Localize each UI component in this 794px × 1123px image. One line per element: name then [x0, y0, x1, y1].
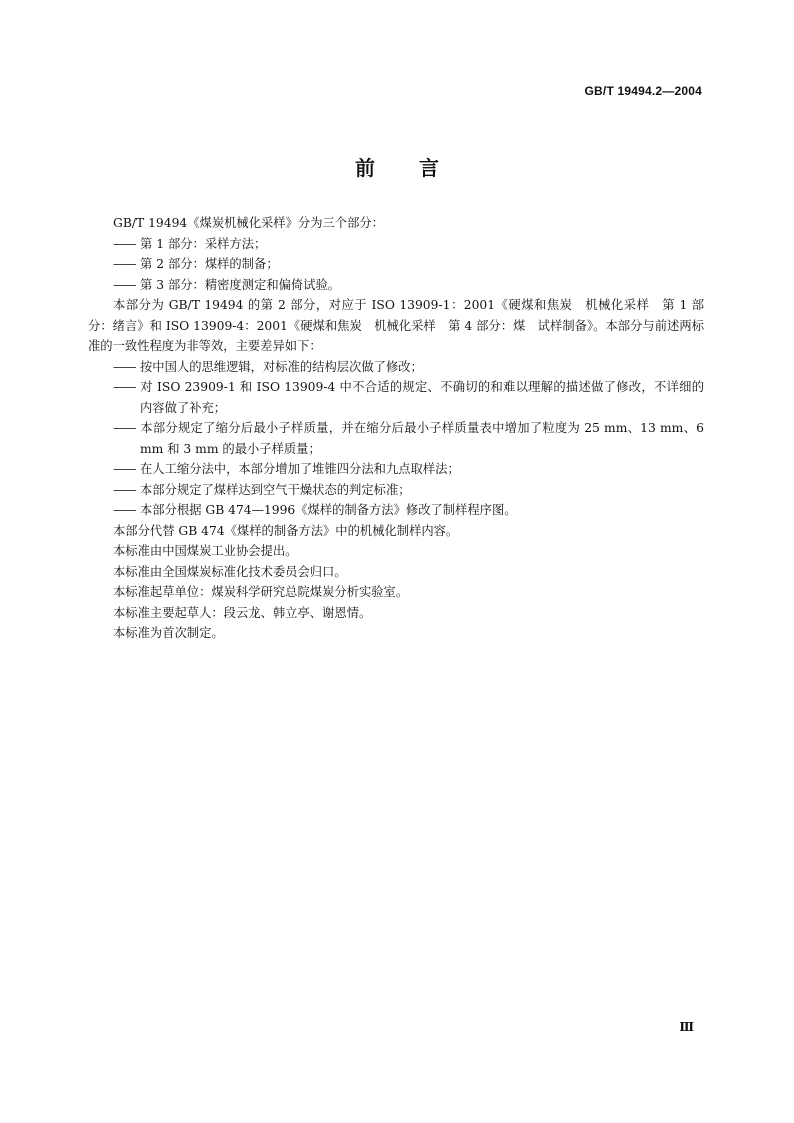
foreword-body [88, 213, 704, 644]
dash-marker: —— [113, 482, 136, 497]
difference-item-2 [88, 377, 704, 418]
dash-marker: —— [113, 380, 136, 394]
list-item-text: 第 2 部分：煤样的制备； [140, 257, 279, 271]
statement-committee: 本标准由全国煤炭标准化技术委员会归口。 [113, 564, 347, 579]
dash-marker: —— [113, 359, 136, 374]
dash-marker: —— [113, 236, 136, 251]
standard-code: GB/T 19494.2—2004 [584, 84, 702, 98]
page-title [0, 152, 794, 181]
list-item-text: 对 ISO 23909-1 和 ISO 13909-4 中不合适的规定、不确切的和难以理解的描述做了修改，不详细的内容做了补充； [140, 380, 704, 415]
statement-drafting-unit: 本标准起草单位：煤炭科学研究总院煤炭分析实验室。 [113, 585, 409, 599]
dash-marker: —— [113, 257, 136, 271]
list-item-text: 第 1 部分：采样方法； [140, 236, 267, 251]
title-char-2: 言 [419, 156, 439, 180]
difference-item-3 [88, 418, 704, 459]
dash-marker: —— [113, 503, 136, 517]
statement-drafters: 本标准主要起草人：段云龙、韩立亭、谢恩情。 [113, 605, 372, 620]
list-item-text: 按中国人的思维逻辑，对标准的结构层次做了修改； [140, 359, 423, 374]
dash-marker: —— [113, 277, 136, 292]
intro-paragraph: GB/T 19494《煤炭机械化采样》分为三个部分： [113, 216, 384, 230]
statement-replacement: 本部分代替 GB 474《煤样的制备方法》中的机械化制样内容。 [113, 523, 459, 538]
list-item-part-3 [88, 275, 704, 296]
title-char-1: 前 [355, 156, 375, 180]
list-item-text: 本部分规定了煤样达到空气干燥状态的判定标准； [140, 482, 411, 497]
dash-marker: —— [113, 421, 136, 435]
list-item-part-1 [88, 234, 704, 255]
statement-proposer: 本标准由中国煤炭工业协会提出。 [113, 544, 298, 558]
difference-item-4 [88, 459, 704, 480]
difference-item-1 [88, 357, 704, 378]
list-item-text: 第 3 部分：精密度测定和偏倚试验。 [140, 277, 341, 292]
page-number: Ⅲ [679, 1020, 694, 1034]
list-item-text: 在人工缩分法中，本部分增加了堆锥四分法和九点取样法； [140, 462, 460, 476]
list-item-part-2 [88, 254, 704, 275]
difference-item-6 [88, 500, 704, 521]
list-item-text: 本部分规定了缩分后最小子样质量，并在缩分后最小子样质量表中增加了粒度为 25 mm、13 mm、6 mm 和 3 mm 的最小子样质量； [140, 421, 704, 456]
difference-item-5 [88, 480, 704, 501]
dash-marker: —— [113, 462, 136, 476]
correspondence-paragraph: 本部分为 GB/T 19494 的第 2 部分，对应于 ISO 13909-1：2001《硬煤和焦炭 机械化采样 第 1 部分：绪言》和 ISO 13909-4：2001《硬煤和焦炭 机械化采样 第 4 部分：煤 试样制备》。本部分与前述两标准的一致性程度为非等效，主要差异如下： [88, 298, 704, 353]
list-item-text: 本部分根据 GB 474—1996《煤样的制备方法》修改了制样程序图。 [140, 503, 517, 517]
statement-first-edition: 本标准为首次制定。 [113, 626, 224, 640]
